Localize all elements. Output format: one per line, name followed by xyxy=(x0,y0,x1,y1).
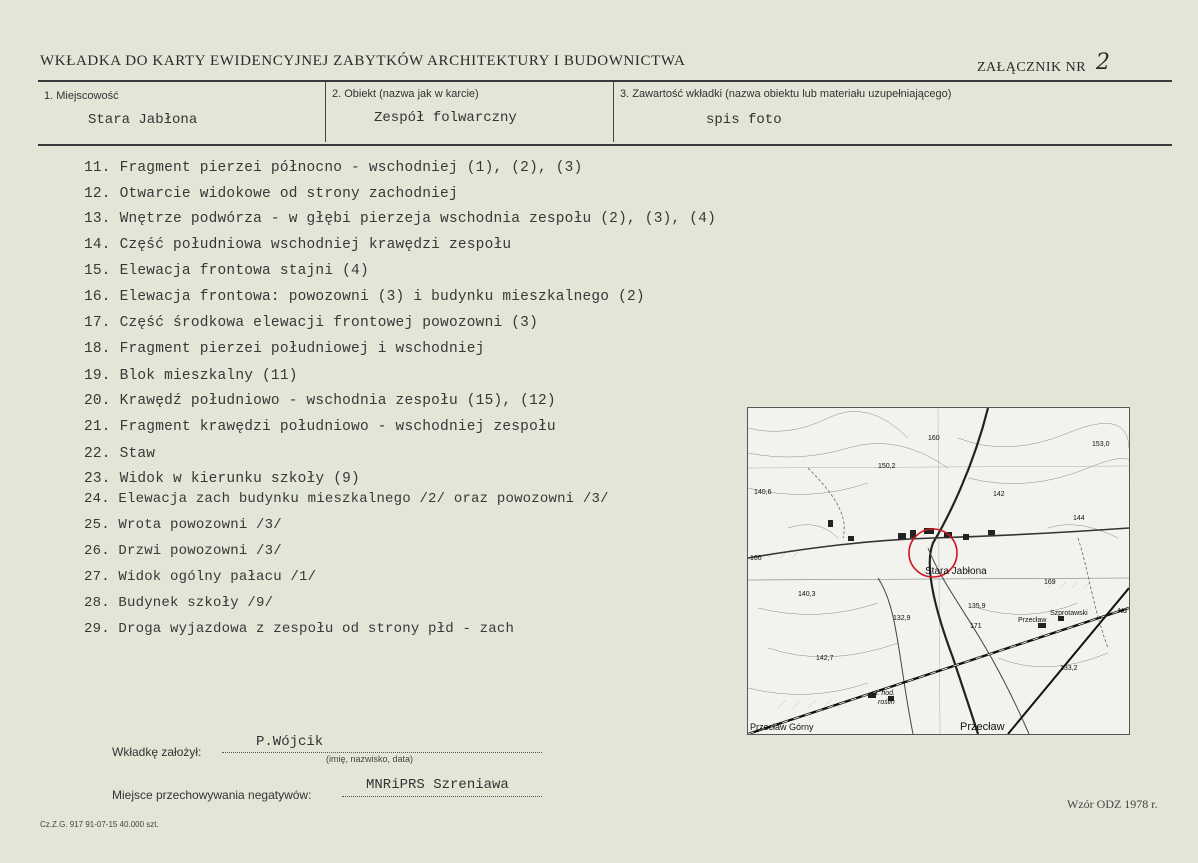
header-rule-bottom xyxy=(38,144,1172,146)
map-label: Stara Jabłona xyxy=(925,566,987,577)
elevation-label: 142,7 xyxy=(816,655,834,662)
elevation-label: 153,0 xyxy=(1092,441,1110,448)
map-label: roślin xyxy=(878,699,895,706)
author-hint: (imię, nazwisko, data) xyxy=(326,754,414,764)
author-label: Wkładkę założył: xyxy=(112,745,202,759)
print-info: Cz.Z.G. 917 91-07-15 40.000 szt. xyxy=(40,820,159,829)
field-divider xyxy=(325,82,326,142)
list-item: 23. Widok w kierunku szkoły (9) xyxy=(84,471,360,487)
list-item: 20. Krawędź południowo - wschodnia zespołu (15), (12) xyxy=(84,393,556,409)
list-item: 24. Elewacja zach budynku mieszkalnego /2/ oraz powozowni /3/ xyxy=(84,491,609,507)
location-map xyxy=(747,407,1130,735)
author-line xyxy=(222,752,542,753)
elevation-label: 171 xyxy=(970,623,982,630)
list-item: 22. Staw xyxy=(84,446,156,462)
map-label: Szprotawski xyxy=(1050,610,1088,617)
elevation-label: 140,6 xyxy=(754,489,772,496)
map-label: st. hod. xyxy=(872,690,895,697)
map-label: Przecław xyxy=(960,721,1005,733)
document-title: WKŁADKA DO KARTY EWIDENCYJNEJ ZABYTKÓW ARCHITEKTURY I BUDOWNICTWA xyxy=(40,53,686,69)
list-item: 26. Drzwi powozowni /3/ xyxy=(84,543,282,559)
topographic-map-image xyxy=(748,408,1129,734)
storage-label: Miejsce przechowywania negatywów: xyxy=(112,788,312,802)
elevation-label: 166 xyxy=(750,555,762,562)
object-value: Zespół folwarczny xyxy=(374,110,517,126)
list-item: 27. Widok ogólny pałacu /1/ xyxy=(84,569,317,585)
header-rule-top xyxy=(38,80,1172,82)
list-item: 19. Blok mieszkalny (11) xyxy=(84,368,298,384)
elevation-label: 132,9 xyxy=(893,615,911,622)
list-item: 11. Fragment pierzei północno - wschodniej (1), (2), (3) xyxy=(84,160,583,176)
elevation-label: 169 xyxy=(1044,579,1056,586)
list-item: 17. Część środkowa elewacji frontowej powozowni (3) xyxy=(84,315,538,331)
elevation-label: 144 xyxy=(1073,515,1085,522)
list-item: 16. Elewacja frontowa: powozowni (3) i budynku mieszkalnego (2) xyxy=(84,289,645,305)
list-item: 18. Fragment pierzei południowej i wschodniej xyxy=(84,341,485,357)
map-label: Przecław xyxy=(1018,617,1047,624)
elevation-label: 160 xyxy=(928,435,940,442)
list-item: 14. Część południowa wschodniej krawędzi zespołu xyxy=(84,237,512,253)
list-item: 25. Wrota powozowni /3/ xyxy=(84,517,282,533)
elevation-label: 140,3 xyxy=(798,591,816,598)
list-item: 13. Wnętrze podwórza - w głębi pierzeja wschodnia zespołu (2), (3), (4) xyxy=(84,211,717,227)
list-item: 15. Elewacja frontowa stajni (4) xyxy=(84,263,369,279)
map-label: Przecław Górny xyxy=(750,722,814,732)
elevation-label: 133,2 xyxy=(1060,665,1078,672)
storage-line xyxy=(342,796,542,797)
list-item: 28. Budynek szkoły /9/ xyxy=(84,595,274,611)
annex-label-text: ZAŁĄCZNIK NR xyxy=(977,60,1087,75)
elevation-label: 150,2 xyxy=(878,463,896,470)
field-divider xyxy=(613,82,614,142)
annex-label xyxy=(977,52,1111,77)
place-value: Stara Jabłona xyxy=(88,112,198,128)
list-item: 29. Droga wyjazdowa z zespołu od strony płd - zach xyxy=(84,621,515,637)
author-value: P.Wójcik xyxy=(256,734,324,750)
map-label: Nd xyxy=(1118,608,1127,615)
list-item: 12. Otwarcie widokowe od strony zachodniej xyxy=(84,186,458,202)
annex-number: 2 xyxy=(1096,50,1111,75)
list-item: 21. Fragment krawędzi południowo - wschodniej zespołu xyxy=(84,419,556,435)
place-label: 1. Miejscowość xyxy=(44,90,119,102)
content-value: spis foto xyxy=(706,112,782,128)
form-info: Wzór ODZ 1978 r. xyxy=(1067,797,1158,811)
elevation-label: 135,9 xyxy=(968,603,986,610)
content-label: 3. Zawartość wkładki (nazwa obiektu lub materiału uzupełniającego) xyxy=(620,88,952,100)
elevation-label: 142 xyxy=(993,491,1005,498)
object-label: 2. Obiekt (nazwa jak w karcie) xyxy=(332,88,479,100)
storage-value: MNRiPRS Szreniawa xyxy=(366,777,509,793)
